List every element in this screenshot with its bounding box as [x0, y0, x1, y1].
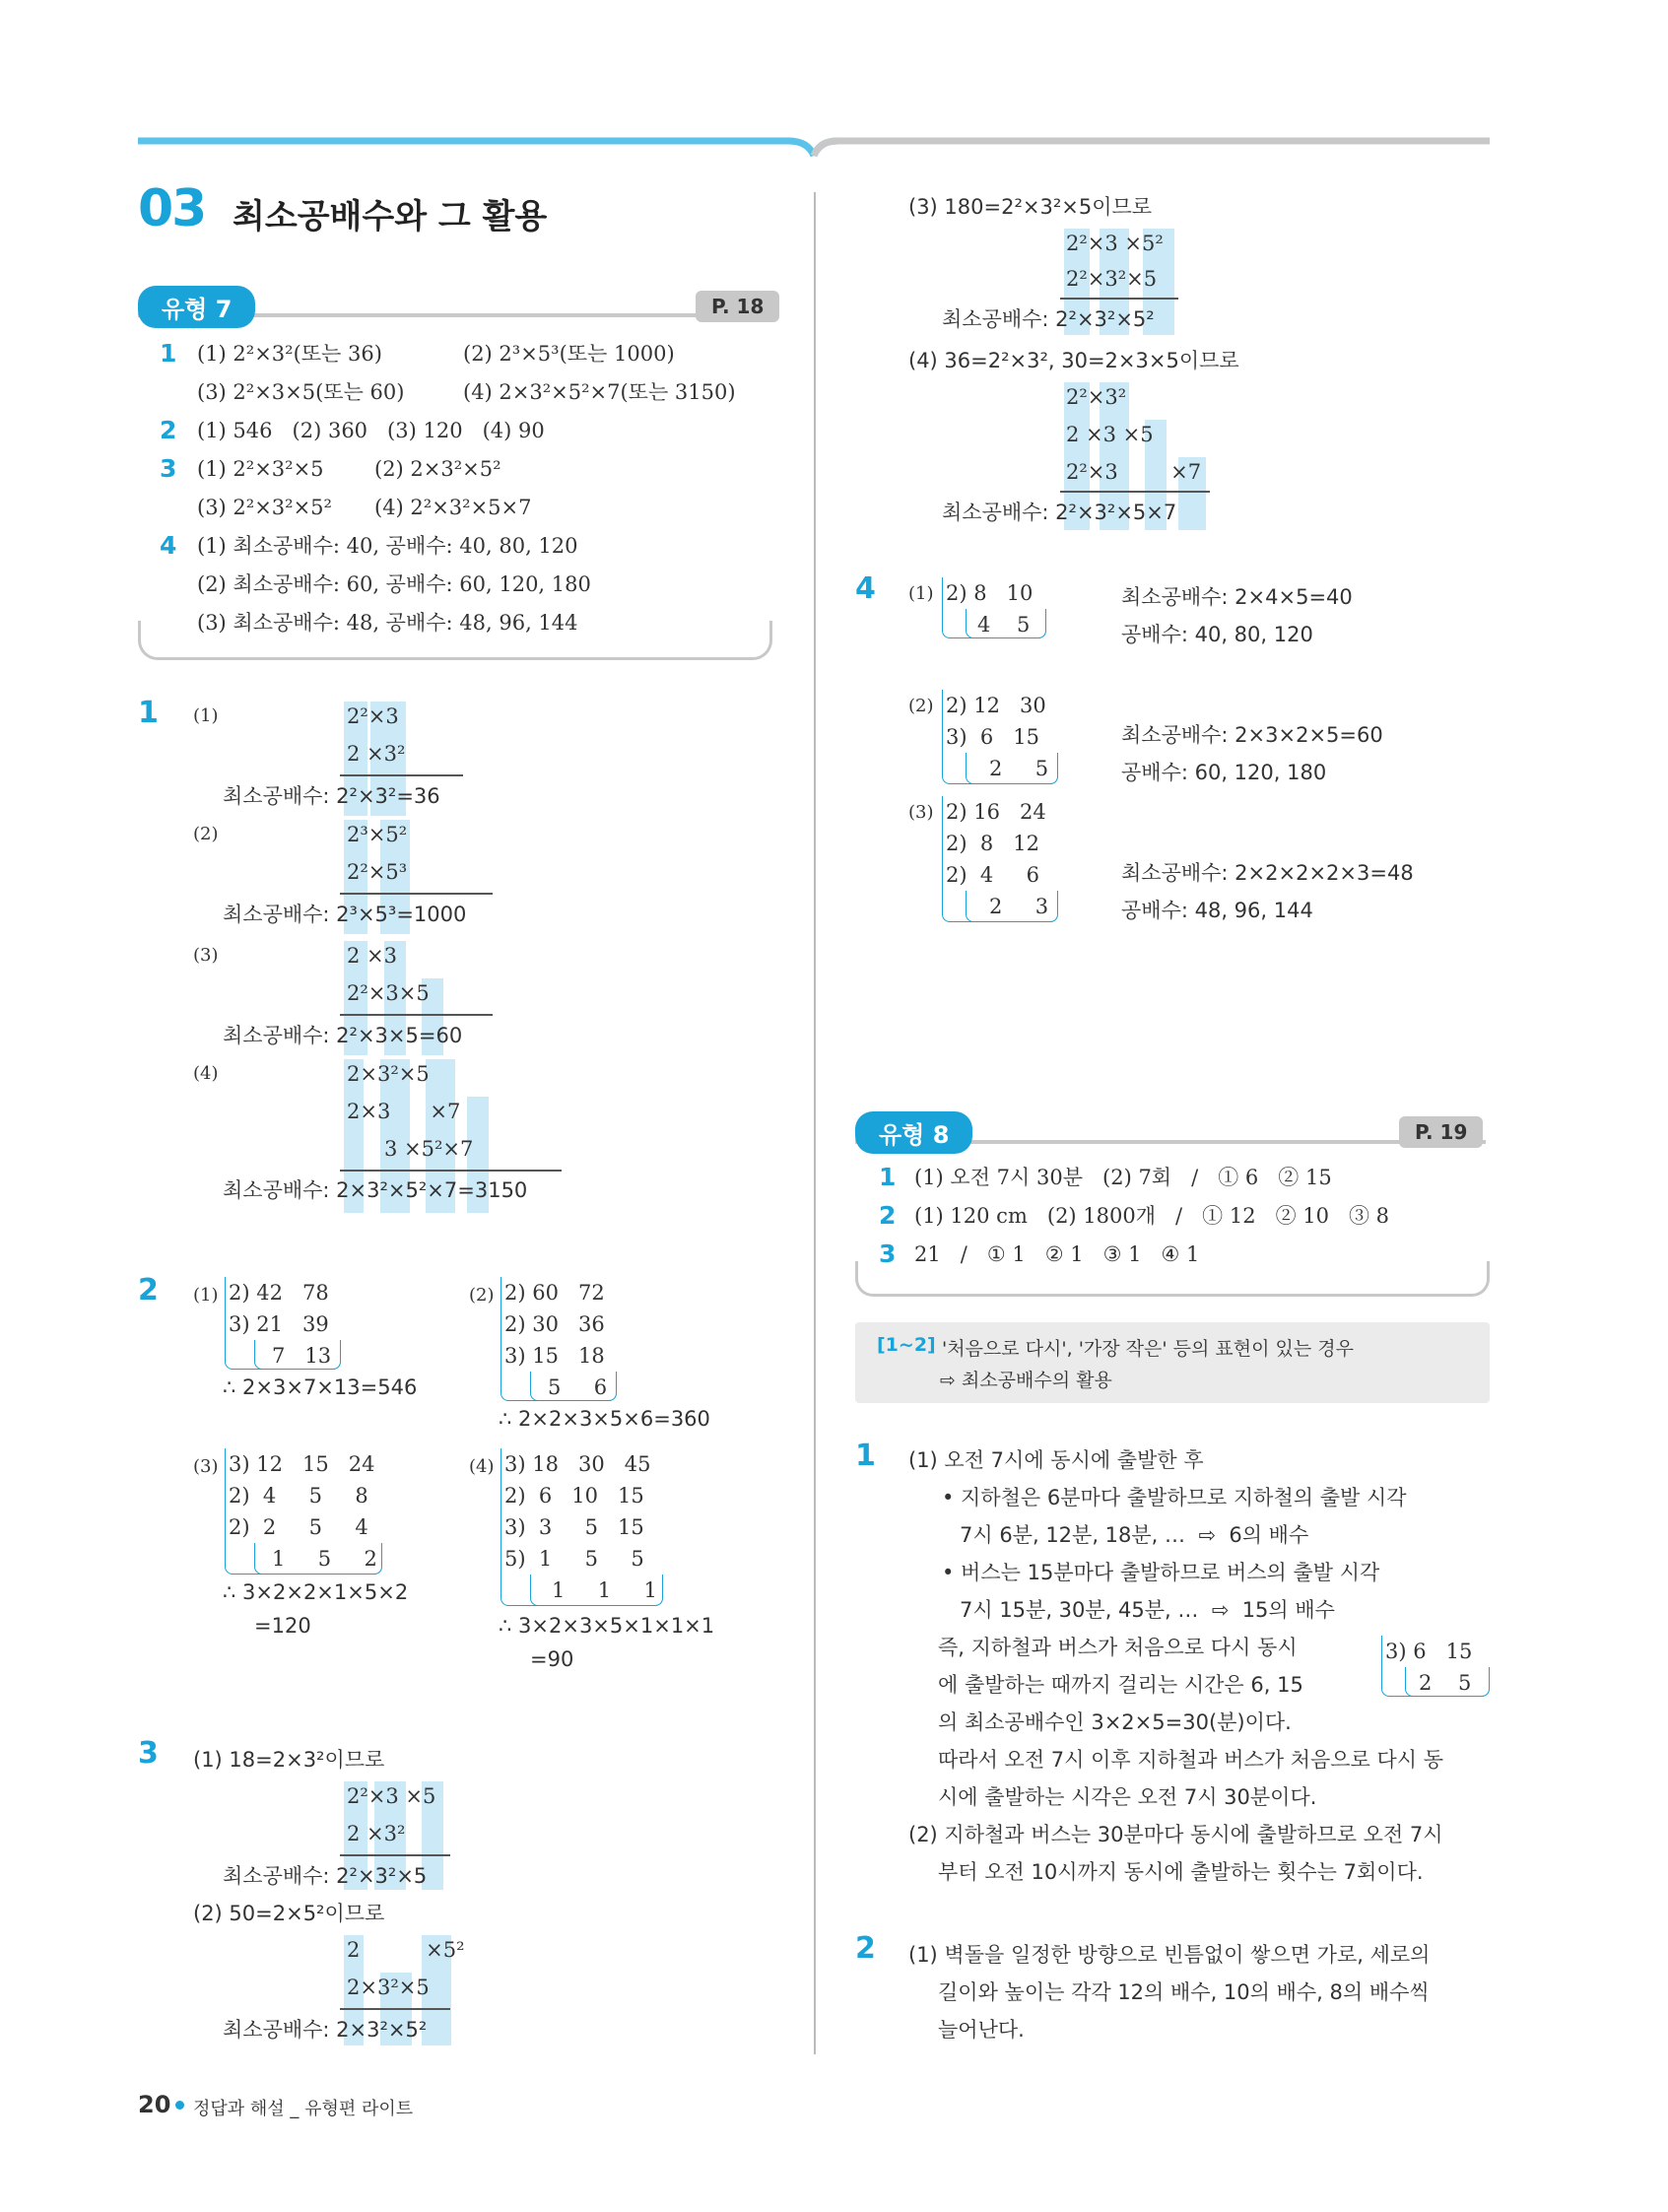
sol4-p2-label: (2) [908, 696, 934, 716]
sol4-p3-label: (3) [908, 802, 934, 823]
sol4-p1-label: (1) [908, 583, 934, 604]
sol3-p2-text: (2) 50=2×5²이므로 [193, 1902, 385, 1925]
s81-div-r2: 2 5 [1419, 1671, 1472, 1695]
t7-3d: (4) 2²×3²×5×7 [374, 496, 532, 519]
sol1-p1-r1: 2²×3 [347, 704, 399, 728]
t7-4c: (3) 최소공배수: 48, 공배수: 48, 96, 144 [197, 611, 578, 635]
sol4-p3-r1: 2) 16 24 [946, 800, 1046, 824]
t7-4a: (1) 최소공배수: 40, 공배수: 40, 80, 120 [197, 534, 578, 558]
t7-3c: (3) 2²×3²×5² [197, 496, 332, 519]
t7-1a: (1) 2²×3²(또는 36) [197, 342, 382, 366]
s81-div-r1: 3) 6 15 [1385, 1640, 1473, 1663]
sol3-number: 3 [138, 1736, 159, 1771]
type7-page: P. 18 [696, 291, 779, 322]
s81-l8: 따라서 오전 7시 이후 지하철과 버스가 처음으로 다시 동 [938, 1748, 1444, 1772]
tip-text: '처음으로 다시', '가장 작은' 등의 표현이 있는 경우 [942, 1338, 1354, 1360]
t8-2: (1) 120 cm (2) 1800개 / ① 12 ② 10 ③ 8 [914, 1204, 1390, 1228]
t7-n2: 2 [160, 416, 177, 444]
s81-l5: 즉, 지하철과 버스가 처음으로 다시 동시 [938, 1636, 1298, 1659]
sol2-p2-r3: 3) 15 18 [504, 1344, 605, 1368]
sol4-p1-r1: 2) 8 10 [946, 581, 1034, 605]
s82-l0: (1) 벽돌을 일정한 방향으로 빈틈없이 쌓으면 가로, 세로의 [908, 1943, 1431, 1967]
t7-n1: 1 [160, 339, 177, 368]
footer-dot [175, 2101, 184, 2110]
sol2-p4-r5: 1 1 1 [552, 1578, 657, 1602]
t7-n4: 4 [160, 531, 177, 560]
sol1-p3-label: (3) [193, 945, 219, 966]
sol1-p3-r1: 2 ×3 [347, 944, 397, 968]
sol1-p4-r1: 2×3²×5 [347, 1062, 430, 1086]
sol1-p1-label: (1) [193, 705, 219, 726]
sol3-p4-r1: 2²×3² [1066, 385, 1127, 409]
t7-3a: (1) 2²×3²×5 [197, 457, 324, 481]
sol4-p3-lcm: 최소공배수: 2×2×2×2×3=48 [1121, 861, 1414, 885]
sol3-p4-text: (4) 36=2²×3², 30=2×3×5이므로 [908, 349, 1239, 372]
t8-n3: 3 [879, 1240, 897, 1268]
sol2-p4-res2: =90 [530, 1647, 574, 1671]
sol2-p2-r2: 2) 30 36 [504, 1312, 605, 1336]
sol2-p3-res2: =120 [254, 1614, 311, 1638]
sol2-p2-r1: 2) 60 72 [504, 1281, 605, 1305]
sol8-2-number: 2 [855, 1931, 876, 1966]
sol3-p3-result: 최소공배수: 2²×3²×5² [942, 307, 1155, 331]
s81-l9: 시에 출발하는 시각은 오전 7시 30분이다. [938, 1785, 1317, 1809]
s82-l1: 길이와 높이는 각각 12의 배수, 10의 배수, 8의 배수씩 [938, 1980, 1430, 2004]
t7-1b: (2) 2³×5³(또는 1000) [463, 342, 675, 366]
rule [340, 774, 463, 776]
s81-l0: (1) 오전 7시에 동시에 출발한 후 [908, 1448, 1204, 1472]
sol2-p2-res: ∴ 2×2×3×5×6=360 [499, 1407, 710, 1431]
type7-label: 유형 7 [138, 286, 255, 328]
s81-l1: • 지하철은 6분마다 출발하므로 지하철의 출발 시각 [942, 1486, 1407, 1509]
sol4-p1-r2: 4 5 [977, 613, 1031, 637]
sol3-p2-r2: 2×3²×5 [347, 1976, 430, 1999]
sol1-p4-result: 최소공배수: 2×3²×5²×7=3150 [223, 1178, 528, 1202]
section-number: 03 [138, 179, 206, 238]
sol1-number: 1 [138, 696, 159, 730]
sol2-p3-r3: 2) 2 5 4 [229, 1515, 368, 1539]
s81-l11: 부터 오전 10시까지 동시에 출발하는 횟수는 7회이다. [938, 1860, 1424, 1884]
sol4-p2-r3: 2 5 [989, 757, 1049, 780]
sol2-p3-r4: 1 5 2 [272, 1547, 377, 1571]
sol2-p4-label: (4) [469, 1456, 495, 1477]
sol2-p4-r3: 3) 3 5 15 [504, 1515, 644, 1539]
sol2-p1-res: ∴ 2×3×7×13=546 [223, 1375, 418, 1399]
sol1-p2-r2: 2²×5³ [347, 860, 408, 884]
type8-page: P. 19 [1399, 1116, 1483, 1148]
s81-l4: 7시 15분, 30분, 45분, … ⇨ 15의 배수 [960, 1598, 1335, 1622]
sol4-p1-lcm: 최소공배수: 2×4×5=40 [1121, 585, 1353, 609]
section-title: 최소공배수와 그 활용 [233, 197, 548, 236]
rule [340, 2008, 450, 2010]
sol1-p4-r3: 3 ×5²×7 [384, 1137, 474, 1161]
sol1-p3-result: 최소공배수: 2²×3×5=60 [223, 1024, 463, 1047]
t7-1c: (3) 2²×3×5(또는 60) [197, 380, 405, 404]
t8-1: (1) 오전 7시 30분 (2) 7회 / ① 6 ② 15 [914, 1166, 1332, 1189]
sol3-p3-r1: 2²×3 ×5² [1066, 232, 1164, 255]
sol2-p1-r2: 3) 21 39 [229, 1312, 329, 1336]
page-number: 20 [138, 2091, 171, 2118]
sol2-number: 2 [138, 1273, 159, 1307]
sol2-p4-res: ∴ 3×2×3×5×1×1×1 [499, 1614, 715, 1638]
rule [1060, 298, 1178, 300]
sol1-p1-result: 최소공배수: 2²×3²=36 [223, 784, 440, 808]
sol4-p2-cm: 공배수: 60, 120, 180 [1121, 761, 1327, 784]
sol1-p1-r2: 2 ×3² [347, 742, 406, 766]
tip-text2: ⇨ 최소공배수의 활용 [940, 1370, 1112, 1391]
t7-n3: 3 [160, 454, 177, 483]
sol1-p3-r2: 2²×3×5 [347, 981, 430, 1005]
sol3-p4-r2: 2 ×3 ×5 [1066, 423, 1154, 446]
sol2-p2-r4: 5 6 [548, 1375, 608, 1399]
t7-1d: (4) 2×3²×5²×7(또는 3150) [463, 380, 736, 404]
s81-l7: 의 최소공배수인 3×2×5=30(분)이다. [938, 1710, 1292, 1734]
top-rule [0, 0, 1668, 177]
sol3-p4-r3: 2²×3 ×7 [1066, 460, 1202, 484]
sol3-p1-r2: 2 ×3² [347, 1822, 406, 1845]
sol2-p1-r3: 7 13 [272, 1344, 332, 1368]
t7-2a: (1) 546 (2) 360 (3) 120 (4) 90 [197, 419, 545, 442]
sol2-p3-label: (3) [193, 1456, 219, 1477]
sol4-p3-r2: 2) 8 12 [946, 832, 1040, 855]
sol1-p2-r1: 2³×5² [347, 823, 408, 846]
rule [1060, 491, 1210, 493]
type8-label: 유형 8 [855, 1111, 972, 1154]
sol2-p2-label: (2) [469, 1285, 495, 1306]
sol3-p1-r1: 2²×3 ×5 [347, 1784, 436, 1808]
sol1-p4-label: (4) [193, 1063, 219, 1084]
sol2-p3-r2: 2) 4 5 8 [229, 1484, 368, 1508]
s81-l3: • 버스는 15분마다 출발하므로 버스의 출발 시각 [942, 1561, 1380, 1584]
sol4-number: 4 [855, 571, 876, 606]
t7-4b: (2) 최소공배수: 60, 공배수: 60, 120, 180 [197, 572, 591, 596]
sol3-p4-result: 최소공배수: 2²×3²×5×7 [942, 501, 1177, 524]
sol3-p3-r2: 2²×3²×5 [1066, 267, 1158, 291]
sol1-p4-r2: 2×3 ×7 [347, 1100, 461, 1123]
tip-tag: [1~2] [877, 1334, 936, 1356]
sol3-p2-result: 최소공배수: 2×3²×5² [223, 2018, 428, 2042]
rule [340, 893, 493, 895]
s81-l6: 에 출발하는 때까지 걸리는 시간은 6, 15 [938, 1673, 1303, 1697]
s81-l2: 7시 6분, 12분, 18분, … ⇨ 6의 배수 [960, 1523, 1309, 1547]
s81-l10: (2) 지하철과 버스는 30분마다 동시에 출발하므로 오전 7시 [908, 1823, 1443, 1846]
sol2-p3-r1: 3) 12 15 24 [229, 1452, 375, 1476]
sol4-p2-r1: 2) 12 30 [946, 694, 1046, 717]
column-divider [814, 192, 816, 2054]
sol4-p3-r3: 2) 4 6 [946, 863, 1040, 887]
sol2-p4-r2: 2) 6 10 15 [504, 1484, 644, 1508]
sol2-p3-res: ∴ 3×2×2×1×5×2 [223, 1580, 409, 1604]
s82-l2: 늘어난다. [938, 2018, 1025, 2042]
rule [340, 1854, 450, 1856]
sol4-p2-r2: 3) 6 15 [946, 725, 1040, 749]
t7-3b: (2) 2×3²×5² [374, 457, 501, 481]
sol4-p2-lcm: 최소공배수: 2×3×2×5=60 [1121, 723, 1383, 747]
t8-n2: 2 [879, 1201, 897, 1230]
sol3-p2-r1: 2 ×5² [347, 1938, 465, 1962]
sol4-p3-r4: 2 3 [989, 895, 1049, 918]
sol2-p4-r1: 3) 18 30 45 [504, 1452, 651, 1476]
footer-text: 정답과 해설 _ 유형편 라이트 [193, 2099, 414, 2119]
sol1-p2-label: (2) [193, 824, 219, 844]
rule [340, 1170, 562, 1172]
sol8-1-number: 1 [855, 1439, 876, 1473]
sol1-p2-result: 최소공배수: 2³×5³=1000 [223, 903, 467, 926]
sol3-p3-text: (3) 180=2²×3²×5이므로 [908, 195, 1153, 219]
sol3-p1-result: 최소공배수: 2²×3²×5 [223, 1864, 428, 1888]
sol3-p1-text: (1) 18=2×3²이므로 [193, 1748, 385, 1772]
t8-n1: 1 [879, 1163, 897, 1191]
sol2-p1-r1: 2) 42 78 [229, 1281, 329, 1305]
sol2-p4-r4: 5) 1 5 5 [504, 1547, 644, 1571]
t8-3: 21 / ① 1 ② 1 ③ 1 ④ 1 [914, 1242, 1200, 1266]
sol2-p1-label: (1) [193, 1285, 219, 1306]
sol4-p3-cm: 공배수: 48, 96, 144 [1121, 899, 1313, 922]
rule [340, 1014, 493, 1016]
sol4-p1-cm: 공배수: 40, 80, 120 [1121, 623, 1313, 646]
